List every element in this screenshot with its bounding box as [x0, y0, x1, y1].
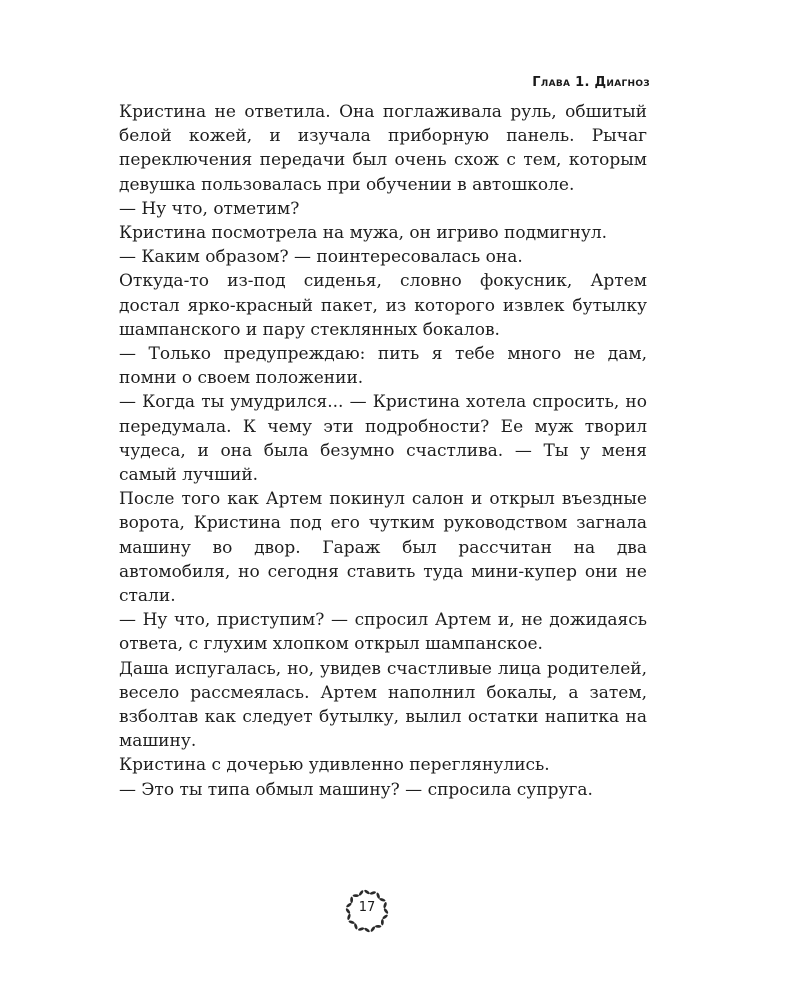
- wreath-leaf: [358, 927, 365, 932]
- paragraph: Кристина не ответила. Она поглаживала руль, обшитый белой кожей, и изучала приборную панель. Рычаг переключения передачи был очень схож с тем, которым девушка пользовалась при обучении в автошколе.: [119, 102, 647, 195]
- paragraph: — Ну что, приступим? — спросил Артем и, не дожидаясь ответа, с глухим хлопком открыл шампанское.: [119, 610, 647, 655]
- paragraph: — Это ты типа обмыл машину? — спросила супруга.: [119, 779, 593, 800]
- paragraph: Даша испугалась, но, увидев счастливые лица родителей, весело рассмеялась. Артем наполнил бокалы, а затем, взболтав как следует бутылку, вылил остатки напитка на машину.: [119, 658, 647, 752]
- paragraph: — Только предупреждаю: пить я тебе много не дам, помни о своем положении.: [119, 344, 647, 389]
- wreath-leaf: [370, 926, 376, 933]
- paragraph: — Каким образом? — поинтересовалась она.: [119, 247, 523, 268]
- wreath-leaf: [348, 920, 355, 925]
- wreath-leaf: [353, 923, 358, 930]
- running-head: Глава 1. Диагноз: [532, 75, 650, 90]
- paragraph: — Когда ты умудрился... — Кристина хотела спросить, но передумала. К чему эти подробности? Ее муж творил чудеса, и она была безумно счастлива. — Ты у меня самый лучший.: [119, 392, 647, 486]
- wreath-leaf: [364, 889, 371, 895]
- paragraph: — Ну что, отметим?: [119, 198, 300, 219]
- page-number-ornament: [343, 887, 391, 935]
- paragraph: Откуда-то из-под сиденья, словно фокусник, Артем достал ярко-красный пакет, из которого извлек бутылку шампанского и пару стеклянных бокалов.: [119, 271, 647, 340]
- paragraph: Кристина посмотрела на мужа, он игриво подмигнул.: [119, 223, 608, 244]
- wreath-leaf: [376, 892, 381, 899]
- wreath-leaf: [358, 890, 364, 897]
- wreath-leaf: [364, 927, 371, 933]
- paragraph: Кристина с дочерью удивленно переглянулись.: [119, 755, 550, 776]
- wreath-leaf: [375, 925, 381, 928]
- wreath-leaf: [381, 919, 384, 925]
- body-text: [119, 100, 647, 802]
- page-number: 17: [358, 900, 376, 915]
- wreath-leaf: [353, 894, 359, 897]
- paragraph: После того как Артем покинул салон и открыл въездные ворота, Кристина под его чутким руководством загнала машину во двор. Гараж был рассчитан на два автомобиля, но сегодня ставить туда мини-купер они не стали.: [119, 489, 647, 607]
- wreath-leaf: [369, 891, 376, 896]
